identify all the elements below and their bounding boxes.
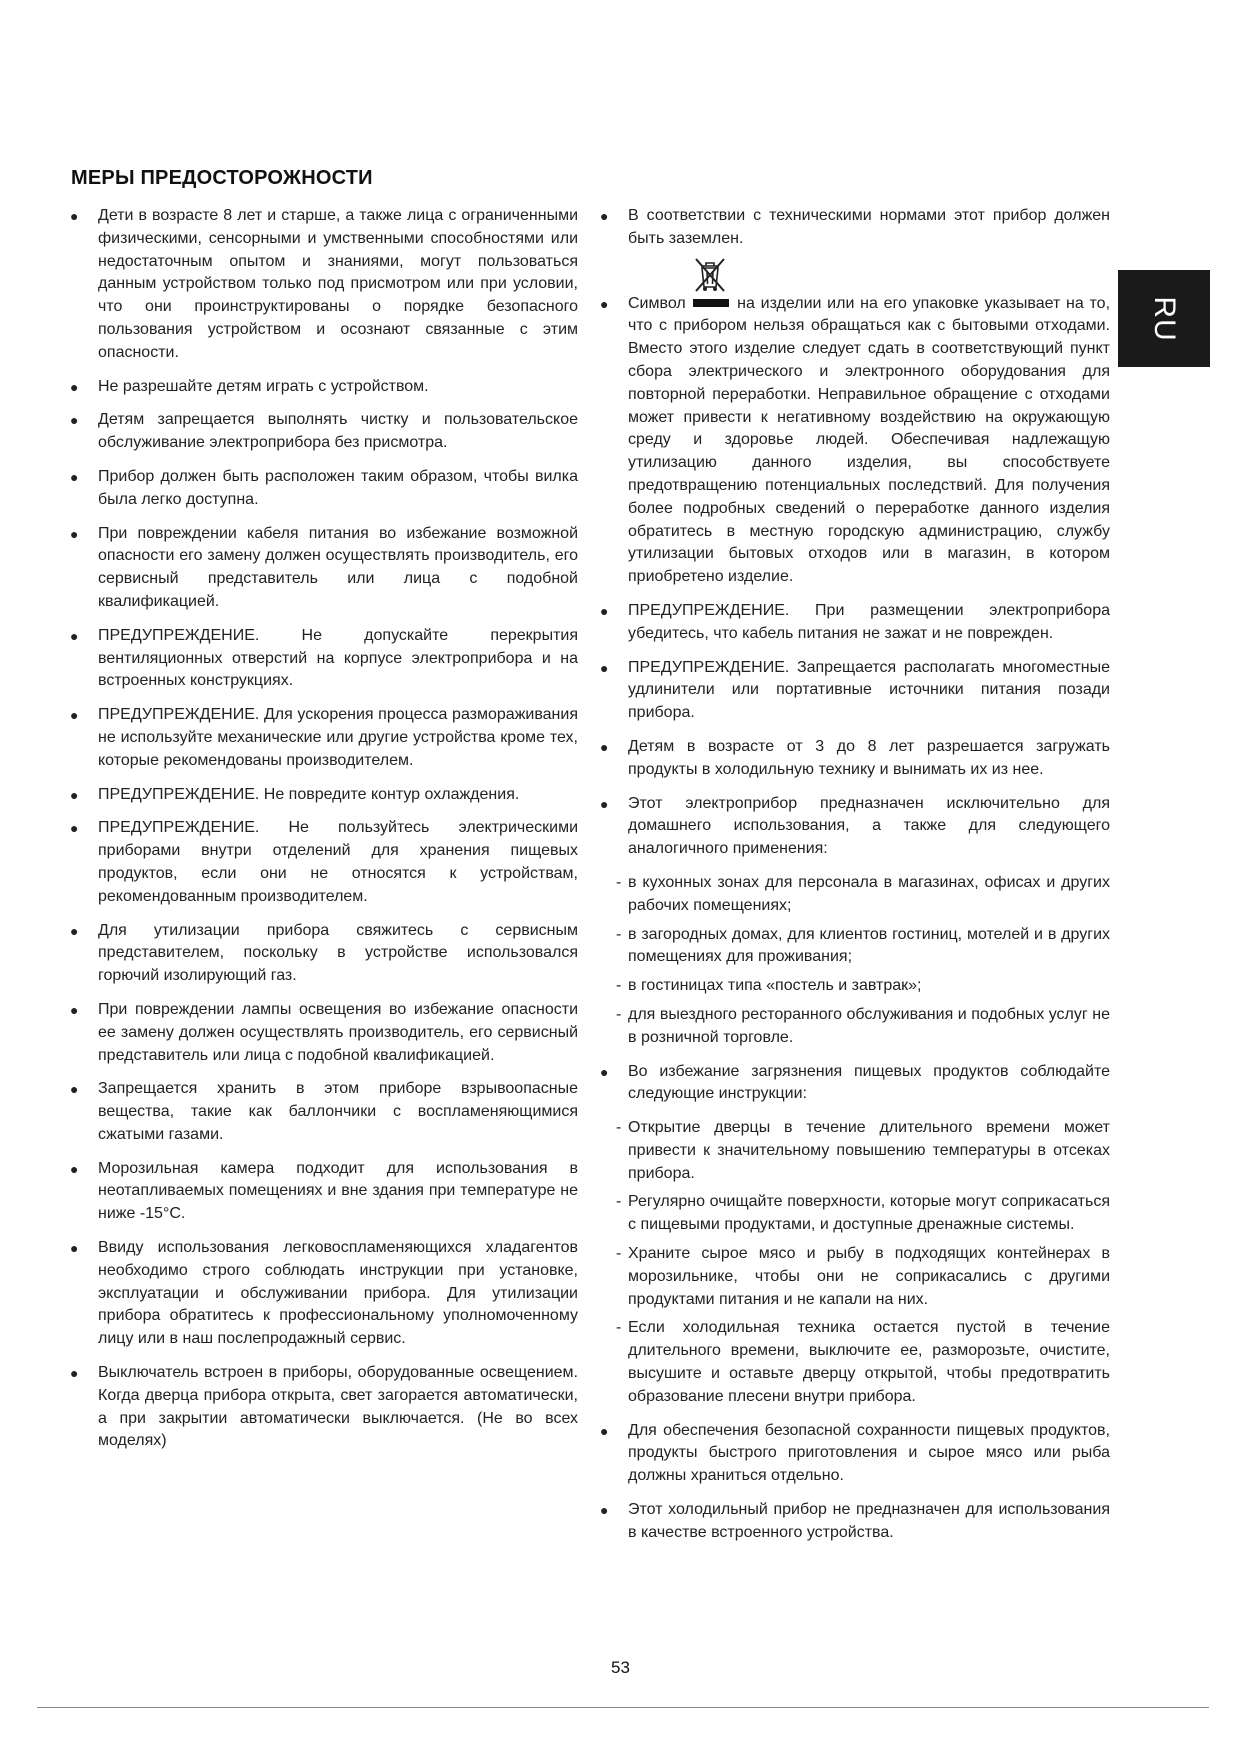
list-item-text: ПРЕДУПРЕЖДЕНИЕ. Не пользуйтесь электрическими приборами внутри отделений для хранения пищевых продуктов, если они не относятся к устройствам, рекомендованным производителем.	[98, 819, 578, 905]
bullet-icon: ●	[70, 1160, 79, 1177]
list-item	[68, 1362, 578, 1453]
list-item	[68, 376, 578, 399]
list-item-text: Для утилизации прибора свяжитесь с сервисным представителем, поскольку в устройстве использовался горючий изолирующий газ.	[98, 921, 578, 985]
symbol-label: Символ	[628, 294, 686, 312]
sub-list-item	[598, 975, 1110, 998]
list-item-text: в кухонных зонах для персонала в магазинах, офисах и других рабочих помещениях;	[628, 873, 1110, 914]
sub-list-item	[598, 1317, 1110, 1408]
dash-icon: -	[616, 1245, 622, 1263]
list-item-text: ПРЕДУПРЕЖДЕНИЕ. При размещении электроприбора убедитесь, что кабель питания не зажат и не поврежден.	[628, 601, 1110, 642]
list-item	[68, 1237, 578, 1351]
list-item-text: ПРЕДУПРЕЖДЕНИЕ. Не повредите контур охлаждения.	[98, 785, 520, 803]
list-item-text: Открытие дверцы в течение длительного времени может привести к значительному повышению температуры в отсеках прибора.	[628, 1119, 1110, 1182]
bullet-icon: ●	[600, 659, 609, 676]
list-item	[68, 704, 578, 772]
list-item	[598, 1499, 1110, 1545]
list-item-text: Этот холодильный прибор не предназначен для использования в качестве встроенного устройства.	[628, 1501, 1110, 1541]
list-item-text: При повреждении лампы освещения во избежание опасности ее замену должен осуществлять производитель, его сервисный представитель или лица с подобной квалификацией.	[98, 1000, 578, 1064]
sub-list-item	[598, 872, 1110, 918]
list-item-text: Ввиду использования легковоспламеняющихся хладагентов необходимо строго соблюдать инструкции при установке, эксплуатации и обслуживании прибора. Для утилизации прибора обратитесь к профессиональному уполномоченному лицу или в наш послепродажный сервис.	[98, 1239, 578, 1348]
list-item	[68, 409, 578, 455]
language-code: RU	[1148, 295, 1181, 342]
list-item-text: в загородных домах, для клиентов гостиниц, мотелей и в других помещениях для проживания;	[628, 925, 1110, 966]
list-item-text: Прибор должен быть расположен таким образом, чтобы вилка была легко доступна.	[98, 467, 578, 508]
list-item-text: ПРЕДУПРЕЖДЕНИЕ. Запрещается располагать многоместные удлинители или портативные источники питания позади прибора.	[628, 658, 1110, 722]
dash-icon: -	[616, 1119, 622, 1137]
list-item-text: Для обеспечения безопасной сохранности пищевых продуктов, продукты быстрого приготовления и сырое мясо или рыба должны храниться отдельно.	[628, 1421, 1110, 1485]
bullet-icon: ●	[70, 922, 79, 939]
list-item-text: для выездного ресторанного обслуживания и подобных услуг не в розничной торговле.	[628, 1005, 1110, 1046]
bullet-icon: ●	[600, 1422, 609, 1439]
list-item-text: в гостиницах типа «постель и завтрак»;	[628, 977, 922, 995]
dash-icon: -	[616, 977, 622, 995]
list-item	[598, 793, 1110, 861]
list-item	[68, 920, 578, 988]
black-bar-icon	[693, 299, 729, 307]
sub-list-item	[598, 924, 1110, 970]
left-column	[68, 205, 578, 1464]
bullet-icon: ●	[600, 602, 609, 619]
list-item	[598, 736, 1110, 782]
list-item-text: Если холодильная техника остается пустой в течение длительного времени, выключите ее, разморозьте, очистите, высушите и оставьте дверцу открытой, чтобы предотвратить образование плесени внутри прибора.	[628, 1319, 1110, 1405]
bullet-icon: ●	[70, 1001, 79, 1018]
footer-divider	[37, 1707, 1209, 1708]
right-column	[598, 205, 1110, 1556]
list-item-text: Этот электроприбор предназначен исключительно для домашнего использования, а также для следующего аналогичного применения:	[628, 794, 1110, 858]
bullet-icon: ●	[70, 525, 79, 542]
bullet-icon: ●	[70, 1240, 79, 1257]
list-item	[68, 817, 578, 908]
dash-icon: -	[616, 873, 622, 891]
list-item-text: Не разрешайте детям играть с устройством.	[98, 377, 429, 395]
bullet-icon: ●	[70, 468, 79, 485]
sub-list-item	[598, 1004, 1110, 1050]
bullet-icon: ●	[600, 1502, 609, 1519]
list-item	[68, 1158, 578, 1226]
list-item-text: Во избежание загрязнения пищевых продуктов соблюдайте следующие инструкции:	[628, 1062, 1110, 1103]
bullet-icon: ●	[600, 795, 609, 812]
sub-list-item	[598, 1117, 1110, 1185]
bullet-icon: ●	[70, 786, 79, 803]
list-item	[68, 784, 578, 807]
list-item-text: Регулярно очищайте поверхности, которые могут соприкасаться с пищевыми продуктами, и доступные дренажные системы.	[628, 1193, 1110, 1234]
page-title: МЕРЫ ПРЕДОСТОРОЖНОСТИ	[71, 167, 373, 189]
bullet-icon: ●	[70, 412, 79, 429]
bullet-icon: ●	[70, 208, 79, 224]
bullet-icon: ●	[70, 627, 79, 644]
list-item-text: При повреждении кабеля питания во избежание возможной опасности его замену должен осуществлять производитель, его сервисный представитель или лица с подобной квалификацией.	[98, 524, 578, 610]
list-item	[68, 466, 578, 512]
list-item	[598, 657, 1110, 725]
bullet-icon: ●	[70, 1081, 79, 1098]
dash-icon: -	[616, 925, 622, 943]
list-item	[598, 1420, 1110, 1488]
bullet-icon: ●	[70, 378, 79, 395]
list-item	[68, 625, 578, 693]
list-item-text: ПРЕДУПРЕЖДЕНИЕ. Для ускорения процесса размораживания не используйте механические или другие устройства кроме тех, которые рекомендованы производителем.	[98, 706, 578, 769]
bullet-icon: ●	[600, 208, 609, 224]
list-item-text: Детям в возрасте от 3 до 8 лет разрешается загружать продукты в холодильную технику и вынимать их из нее.	[628, 737, 1110, 778]
list-item-text: В соответствии с техническими нормами этот прибор должен быть заземлен.	[628, 207, 1110, 247]
list-item-text: на изделии или на его упаковке указывает на то, что с прибором нельзя обращаться как с бытовыми отходами. Вместо этого изделие следует сдать в соответствующий пункт сбора электрического и электронного оборудования для повторной переработки. Неправильное обращение с отходами может привести к негативному воздействию на окружающую среду и здоровье людей. Обеспечивая надлежащую утилизацию данного изделия, вы способствуете предотвращению потенциальных последствий. Для получения более подробных сведений о переработке данного изделия обратитесь в местную городскую администрацию, службу утилизации бытовых отходов или в магазин, в котором приобретено изделие.	[628, 294, 1111, 586]
list-item	[68, 999, 578, 1067]
list-item	[68, 523, 578, 614]
list-item	[598, 600, 1110, 646]
list-item	[598, 1061, 1110, 1107]
list-item	[68, 1078, 578, 1146]
list-item-text: Храните сырое мясо и рыбу в подходящих контейнерах в морозильнике, чтобы они не соприкасались с другими продуктами питания и не капали на них.	[628, 1245, 1110, 1308]
bullet-icon: ●	[70, 820, 79, 837]
language-tab	[1118, 270, 1210, 367]
bullet-icon: ●	[600, 1063, 609, 1080]
list-item-text: Запрещается хранить в этом приборе взрывоопасные вещества, такие как баллончики с воспламеняющимися сжатыми газами.	[98, 1080, 578, 1143]
page-number: 53	[611, 1658, 630, 1677]
bullet-icon: ●	[600, 295, 609, 312]
list-item	[68, 205, 578, 365]
list-item-text: ПРЕДУПРЕЖДЕНИЕ. Не допускайте перекрытия вентиляционных отверстий на корпусе электроприбора и на встроенных конструкциях.	[98, 626, 578, 690]
list-item-text: Детям запрещается выполнять чистку и пользовательское обслуживание электроприбора без присмотра.	[98, 411, 578, 452]
dash-icon: -	[616, 1319, 622, 1337]
bullet-icon: ●	[70, 707, 79, 724]
list-item-text: Морозильная камера подходит для использования в неотапливаемых помещениях и вне здания при температуре не ниже -15°C.	[98, 1159, 578, 1223]
list-item-text: Выключатель встроен в приборы, оборудованные освещением. Когда дверца прибора открыта, свет загорается автоматически, а при закрытии автоматически выключается. (Не во всех моделях)	[98, 1364, 578, 1450]
sub-list-item	[598, 1243, 1110, 1311]
sub-list-item	[598, 1191, 1110, 1237]
bullet-icon: ●	[70, 1365, 79, 1382]
dash-icon: -	[616, 1005, 622, 1023]
list-item-text: Дети в возрасте 8 лет и старше, а также лица с ограниченными физическими, сенсорными и умственными способностями или недостаточным опытом и знаниями, могут пользоваться данным устройством только под присмотром или при условии, что они проинструктированы о порядке безопасного пользования устройством и осознают связанные с этим опасности.	[98, 207, 578, 361]
list-item	[598, 205, 1110, 251]
bullet-icon: ●	[600, 738, 609, 755]
dash-icon: -	[616, 1193, 622, 1211]
list-item	[598, 293, 1110, 589]
